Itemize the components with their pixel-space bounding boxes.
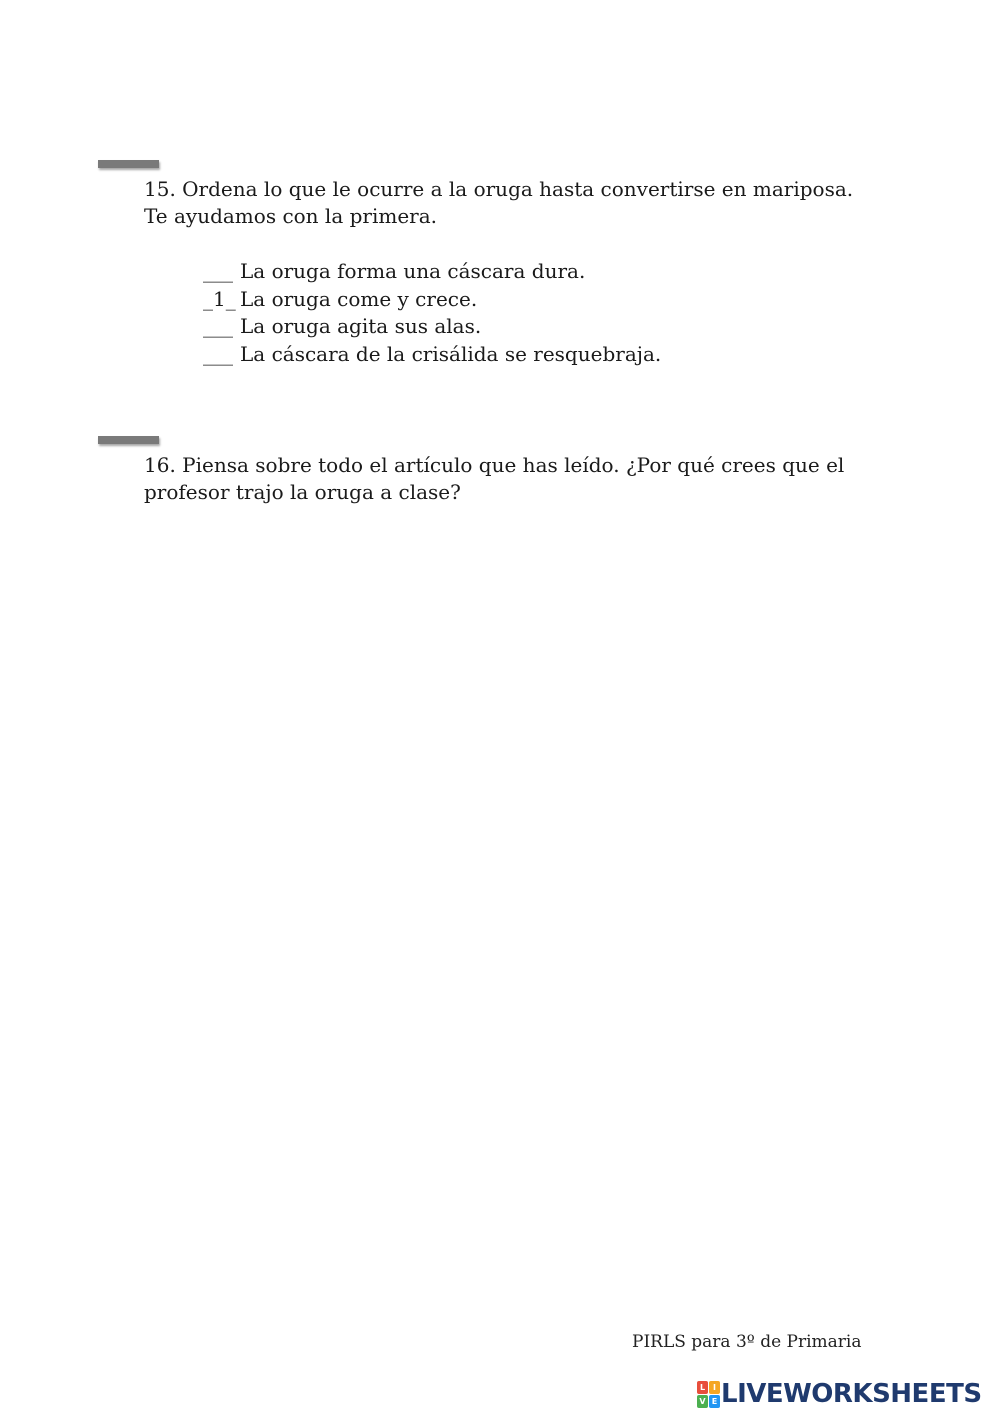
question-15-options: [203, 258, 661, 368]
question-16-line-2: profesor trajo la oruga a clase?: [144, 480, 461, 504]
order-blank[interactable]: ___: [203, 259, 233, 283]
logo-tile: L: [697, 1381, 708, 1394]
option-text: La oruga forma una cáscara dura.: [240, 259, 586, 283]
option-text: La oruga come y crece.: [240, 286, 478, 311]
option-item: [203, 258, 661, 286]
logo-tile: E: [709, 1395, 720, 1408]
order-blank: _1_: [203, 286, 236, 311]
option-item: [203, 286, 661, 314]
order-blank[interactable]: ___: [203, 314, 233, 338]
option-text: La cáscara de la crisálida se resquebraja.: [240, 341, 662, 366]
footer-caption: PIRLS para 3º de Primaria: [632, 1332, 862, 1352]
logo-wordmark: LIVEWORKSHEETS: [721, 1379, 982, 1409]
question-16-marker: [98, 436, 159, 444]
question-15-line-2: Te ayudamos con la primera.: [144, 204, 437, 228]
liveworksheets-logo[interactable]: [697, 1376, 982, 1412]
order-blank[interactable]: ___: [203, 341, 233, 366]
question-16-prompt: [144, 452, 864, 506]
logo-tiles-icon: [697, 1381, 719, 1407]
option-item: [203, 313, 661, 341]
question-16-line-1: 16. Piensa sobre todo el artículo que has leído. ¿Por qué crees que el: [144, 453, 845, 477]
logo-tile: I: [709, 1381, 720, 1394]
option-item: [203, 341, 661, 369]
option-text: La oruga agita sus alas.: [240, 314, 482, 338]
question-15-prompt: [144, 176, 864, 230]
logo-tile: V: [697, 1395, 708, 1408]
question-15-marker: [98, 160, 159, 168]
question-15-line-1: 15. Ordena lo que le ocurre a la oruga hasta convertirse en mariposa.: [144, 177, 854, 201]
